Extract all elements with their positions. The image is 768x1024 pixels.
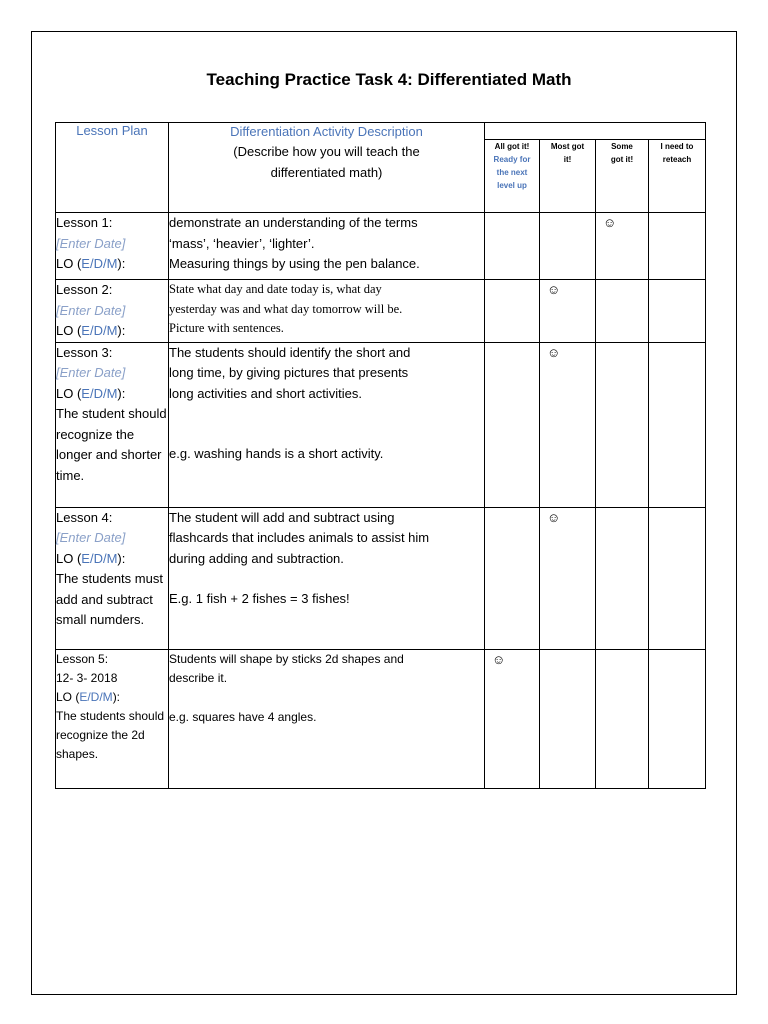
table-row xyxy=(56,507,706,649)
table-row xyxy=(56,342,706,507)
lesson-objective: The student should recognize the longer and shorter time. xyxy=(56,406,167,483)
enter-date-placeholder: [Enter Date] xyxy=(56,235,126,251)
description-line: flashcards that includes animals to assist him xyxy=(169,530,430,545)
description-line: The student will add and subtract using xyxy=(169,509,395,525)
rating-some-cell xyxy=(596,507,649,649)
lesson-date: 12- 3- 2018 xyxy=(56,670,118,685)
lo-label: LO ( xyxy=(56,256,82,271)
header-some-got-it-label: Some got it! xyxy=(610,142,634,164)
header-lesson-plan: Lesson Plan xyxy=(56,123,169,213)
rating-most-cell xyxy=(540,342,596,507)
smiley-icon: ☺ xyxy=(603,215,617,230)
lesson-cell xyxy=(56,213,169,280)
rating-most-cell xyxy=(540,213,596,280)
lo-code: E/D/M xyxy=(81,550,118,566)
lo-code: E/D/M xyxy=(79,689,113,704)
lo-code: E/D/M xyxy=(81,256,118,271)
lesson-name: Lesson 5: xyxy=(56,651,109,666)
smiley-icon: ☺ xyxy=(492,651,506,667)
lo-line xyxy=(56,321,168,342)
rating-reteach-cell xyxy=(649,213,706,280)
description-example: e.g. squares have 4 angles. xyxy=(169,709,317,724)
header-most-got-it xyxy=(540,140,596,213)
enter-date-placeholder: [Enter Date] xyxy=(56,302,126,318)
header-description-subtitle: (Describe how you will teach the differentiated math) xyxy=(233,144,420,180)
smiley-icon: ☺ xyxy=(547,282,561,297)
rating-reteach-cell xyxy=(649,280,706,343)
description-line: The students should identify the short and xyxy=(169,344,411,360)
rating-all-cell xyxy=(485,213,540,280)
lesson-name: Lesson 1: xyxy=(56,215,113,230)
rating-most-cell xyxy=(540,649,596,788)
description-line: demonstrate an understanding of the terms xyxy=(169,215,418,230)
description-line: describe it. xyxy=(169,670,228,685)
spacer xyxy=(169,404,484,424)
description-cell xyxy=(169,507,485,649)
lo-label: LO ( xyxy=(56,689,80,704)
header-description xyxy=(169,123,485,213)
lesson-objective: The students should recognize the 2d shapes. xyxy=(56,708,165,761)
lesson-name: Lesson 3: xyxy=(56,344,113,360)
header-all-got-it xyxy=(485,140,540,213)
description-line: State what day and date today is, what day xyxy=(169,282,382,296)
description-cell xyxy=(169,280,485,343)
lesson-cell xyxy=(56,280,169,343)
header-description-title: Differentiation Activity Description xyxy=(230,124,423,139)
description-line: Measuring things by using the pen balance. xyxy=(169,256,420,271)
description-cell xyxy=(169,649,485,788)
rating-reteach-cell xyxy=(649,342,706,507)
lesson-name: Lesson 4: xyxy=(56,509,113,525)
description-example: E.g. 1 fish + 2 fishes = 3 fishes! xyxy=(169,591,350,606)
spacer xyxy=(169,569,484,589)
description-line: during adding and subtraction. xyxy=(169,550,344,566)
description-line: long activities and short activities. xyxy=(169,385,362,401)
description-cell xyxy=(169,342,485,507)
header-most-got-it-label: Most got it! xyxy=(550,142,585,164)
description-example: e.g. washing hands is a short activity. xyxy=(169,446,384,461)
lesson-cell xyxy=(56,507,169,649)
lo-label: LO ( xyxy=(56,323,82,338)
rating-some-cell xyxy=(596,649,649,788)
description-line: Students will shape by sticks 2d shapes and xyxy=(169,651,404,666)
rating-all-cell xyxy=(485,342,540,507)
header-all-got-it-label: All got it! xyxy=(494,142,530,151)
lo-label: LO ( xyxy=(56,550,82,566)
rating-all-cell xyxy=(485,649,540,788)
description-line: Picture with sentences. xyxy=(169,321,284,335)
header-some-got-it xyxy=(596,140,649,213)
lo-line xyxy=(56,549,168,570)
lesson-cell xyxy=(56,342,169,507)
table-row xyxy=(56,280,706,343)
description-line: long time, by giving pictures that presents xyxy=(169,365,409,380)
rating-reteach-cell xyxy=(649,649,706,788)
rating-all-cell xyxy=(485,507,540,649)
table-row xyxy=(56,213,706,280)
lo-line xyxy=(56,384,168,405)
lo-code: E/D/M xyxy=(81,323,118,338)
rating-some-cell xyxy=(596,213,649,280)
rating-reteach-cell xyxy=(649,507,706,649)
rating-some-cell xyxy=(596,280,649,343)
page-title: Teaching Practice Task 4: Differentiated Math xyxy=(206,70,572,89)
lo-close: ): xyxy=(117,256,126,271)
lo-close: ): xyxy=(117,550,126,566)
lesson-cell xyxy=(56,649,169,788)
spacer xyxy=(169,424,484,444)
table-row xyxy=(56,649,706,788)
header-reteach xyxy=(649,140,706,213)
rating-most-cell xyxy=(540,280,596,343)
lo-close: ): xyxy=(112,689,121,704)
header-rating-group xyxy=(485,123,706,140)
smiley-icon: ☺ xyxy=(547,509,561,525)
lo-label: LO ( xyxy=(56,385,82,401)
description-line: ‘mass’, ‘heavier’, ‘lighter’. xyxy=(169,235,315,251)
lo-line xyxy=(56,688,168,707)
enter-date-placeholder: [Enter Date] xyxy=(56,530,126,545)
rating-some-cell xyxy=(596,342,649,507)
lo-close: ): xyxy=(117,385,126,401)
rating-most-cell xyxy=(540,507,596,649)
rating-all-cell xyxy=(485,280,540,343)
lesson-plan-table xyxy=(55,122,706,789)
spacer xyxy=(169,688,484,708)
lesson-name: Lesson 2: xyxy=(56,282,113,297)
smiley-icon: ☺ xyxy=(547,344,561,360)
lo-code: E/D/M xyxy=(81,385,118,401)
description-line: yesterday was and what day tomorrow will be. xyxy=(169,301,403,316)
enter-date-placeholder: [Enter Date] xyxy=(56,365,126,380)
description-cell xyxy=(169,213,485,280)
header-reteach-label: I need to reteach xyxy=(660,142,694,164)
header-all-got-it-sub: Ready for the next level up xyxy=(493,155,531,190)
lo-close: ): xyxy=(117,323,126,338)
lo-line xyxy=(56,254,168,275)
lesson-objective: The students must add and subtract small numders. xyxy=(56,571,163,627)
